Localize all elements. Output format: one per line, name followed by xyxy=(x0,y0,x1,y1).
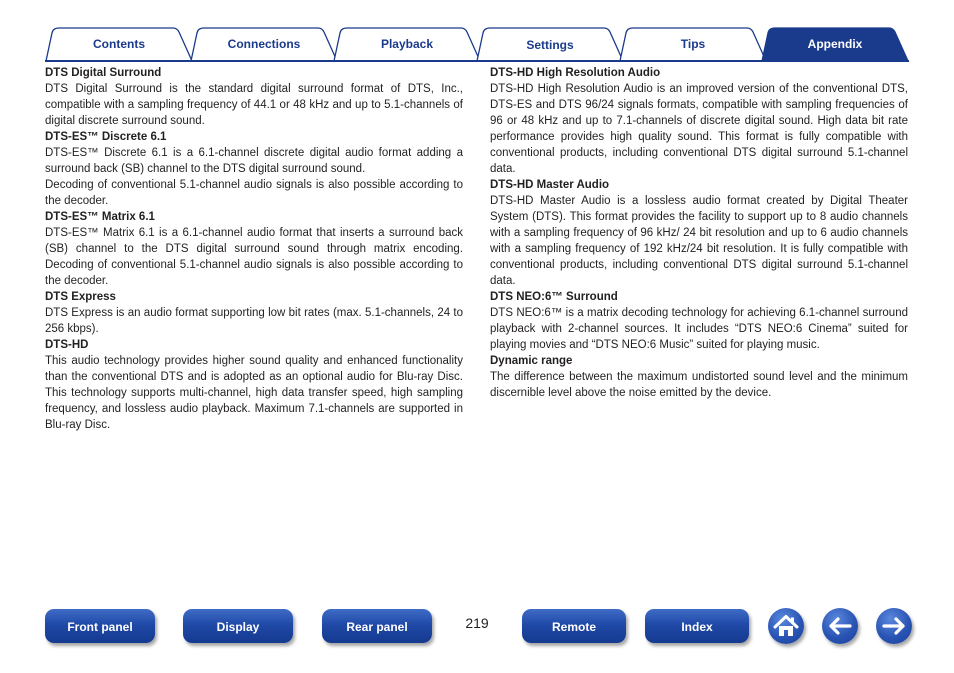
tab-appendix[interactable] xyxy=(761,27,909,61)
section-paragraph: DTS Digital Surround is the standard digital surround format of DTS, Inc., compatible with a sampling frequency of 44.1 or 48 kHz and up to 5.1-channels of digital discrete surround sound. xyxy=(45,83,463,127)
remote-button[interactable]: Remote xyxy=(522,609,626,643)
section-paragraph: DTS-HD High Resolution Audio is an improved version of the conventional DTS, DTS-ES and DTS 96/24 signals formats, compatible with sampling frequencies of 96 or 48 kHz and up to 7.1-channels of discrete digital sound. High data bit rate performance provides high quality sound. This format is fully compatible with conventional products, including conventional DTS digital surround 5.1-channel data. xyxy=(490,83,908,175)
section-paragraph: This audio technology provides higher sound quality and enhanced functionality than the conventional DTS and is adopted as an optional audio for Blu-ray Disc. This technology supports multi-channel, high data transfer speed, high sampling frequency, and lossless audio playback. Maximum 7.1-channels are supported in Blu-ray Disc. xyxy=(45,355,463,431)
page-number: 219 xyxy=(465,615,489,631)
tab-playback[interactable] xyxy=(333,27,481,61)
section-paragraph: Decoding of conventional 5.1-channel audio signals is also possible according to the decoder. xyxy=(45,179,463,207)
section-paragraph: DTS-ES™ Discrete 6.1 is a 6.1-channel discrete digital audio format adding a surround back (SB) channel to the DTS digital surround sound. xyxy=(45,147,463,175)
section-heading: DTS Express xyxy=(45,291,116,303)
index-button[interactable]: Index xyxy=(645,609,749,643)
tab-connections[interactable] xyxy=(190,27,338,61)
left-column xyxy=(45,65,463,433)
section-paragraph: DTS-ES™ Matrix 6.1 is a 6.1-channel audio format that inserts a surround back (SB) channel to the DTS digital surround sound through matrix encoding. Decoding of conventional 5.1-channel audio signals is also possible according to the decoder. xyxy=(45,227,463,287)
rear-panel-button[interactable]: Rear panel xyxy=(322,609,432,643)
tab-label: Playback xyxy=(380,37,434,51)
arrow-right-icon xyxy=(876,608,912,644)
back-button[interactable] xyxy=(822,608,858,644)
right-column xyxy=(490,65,908,401)
tab-label: Contents xyxy=(93,37,145,51)
home-icon xyxy=(768,608,804,644)
tab-tips[interactable] xyxy=(619,27,767,61)
tab-label: Connections xyxy=(227,37,301,51)
section-heading: DTS-ES™ Discrete 6.1 xyxy=(45,131,167,143)
section-heading: DTS-HD High Resolution Audio xyxy=(490,67,661,79)
tab-label: Settings xyxy=(526,38,574,52)
front-panel-button[interactable]: Front panel xyxy=(45,609,155,643)
section-heading: DTS-ES™ Matrix 6.1 xyxy=(45,211,155,223)
forward-button[interactable] xyxy=(876,608,912,644)
tab-contents[interactable] xyxy=(45,27,193,61)
tab-settings[interactable] xyxy=(476,27,624,61)
tab-underline xyxy=(45,60,909,62)
display-button[interactable]: Display xyxy=(183,609,293,643)
section-paragraph: The difference between the maximum undistorted sound level and the minimum discernible level above the noise emitted by the device. xyxy=(490,371,908,399)
tab-bar xyxy=(45,27,909,61)
tab-label: Appendix xyxy=(807,37,863,51)
section-heading: DTS Digital Surround xyxy=(45,67,162,79)
section-heading: DTS-HD xyxy=(45,339,89,351)
section-paragraph: DTS Express is an audio format supporting low bit rates (max. 5.1-channels, 24 to 256 kbps). xyxy=(45,307,463,335)
section-heading: Dynamic range xyxy=(490,355,573,367)
tab-label: Tips xyxy=(680,37,706,51)
section-heading: DTS NEO:6™ Surround xyxy=(490,291,618,303)
arrow-left-icon xyxy=(822,608,858,644)
section-paragraph: DTS NEO:6™ is a matrix decoding technology for achieving 6.1-channel surround playback with 2-channel sources. It includes “DTS NEO:6 Cinema” suited for playing movies and “DTS NEO:6 Music” suited for playing music. xyxy=(490,307,908,351)
section-paragraph: DTS-HD Master Audio is a lossless audio format created by Digital Theater System (DTS). This format provides the facility to support up to 8 audio channels with a sampling frequency of 96 kHz/ 24 bit resolution and up to 6 audio channels with a sampling frequency of 192 kHz/24 bit resolution. It is fully compatible with conventional products, including conventional DTS digital surround 5.1-channel data. xyxy=(490,195,908,287)
section-heading: DTS-HD Master Audio xyxy=(490,179,610,191)
home-button[interactable] xyxy=(768,608,804,644)
